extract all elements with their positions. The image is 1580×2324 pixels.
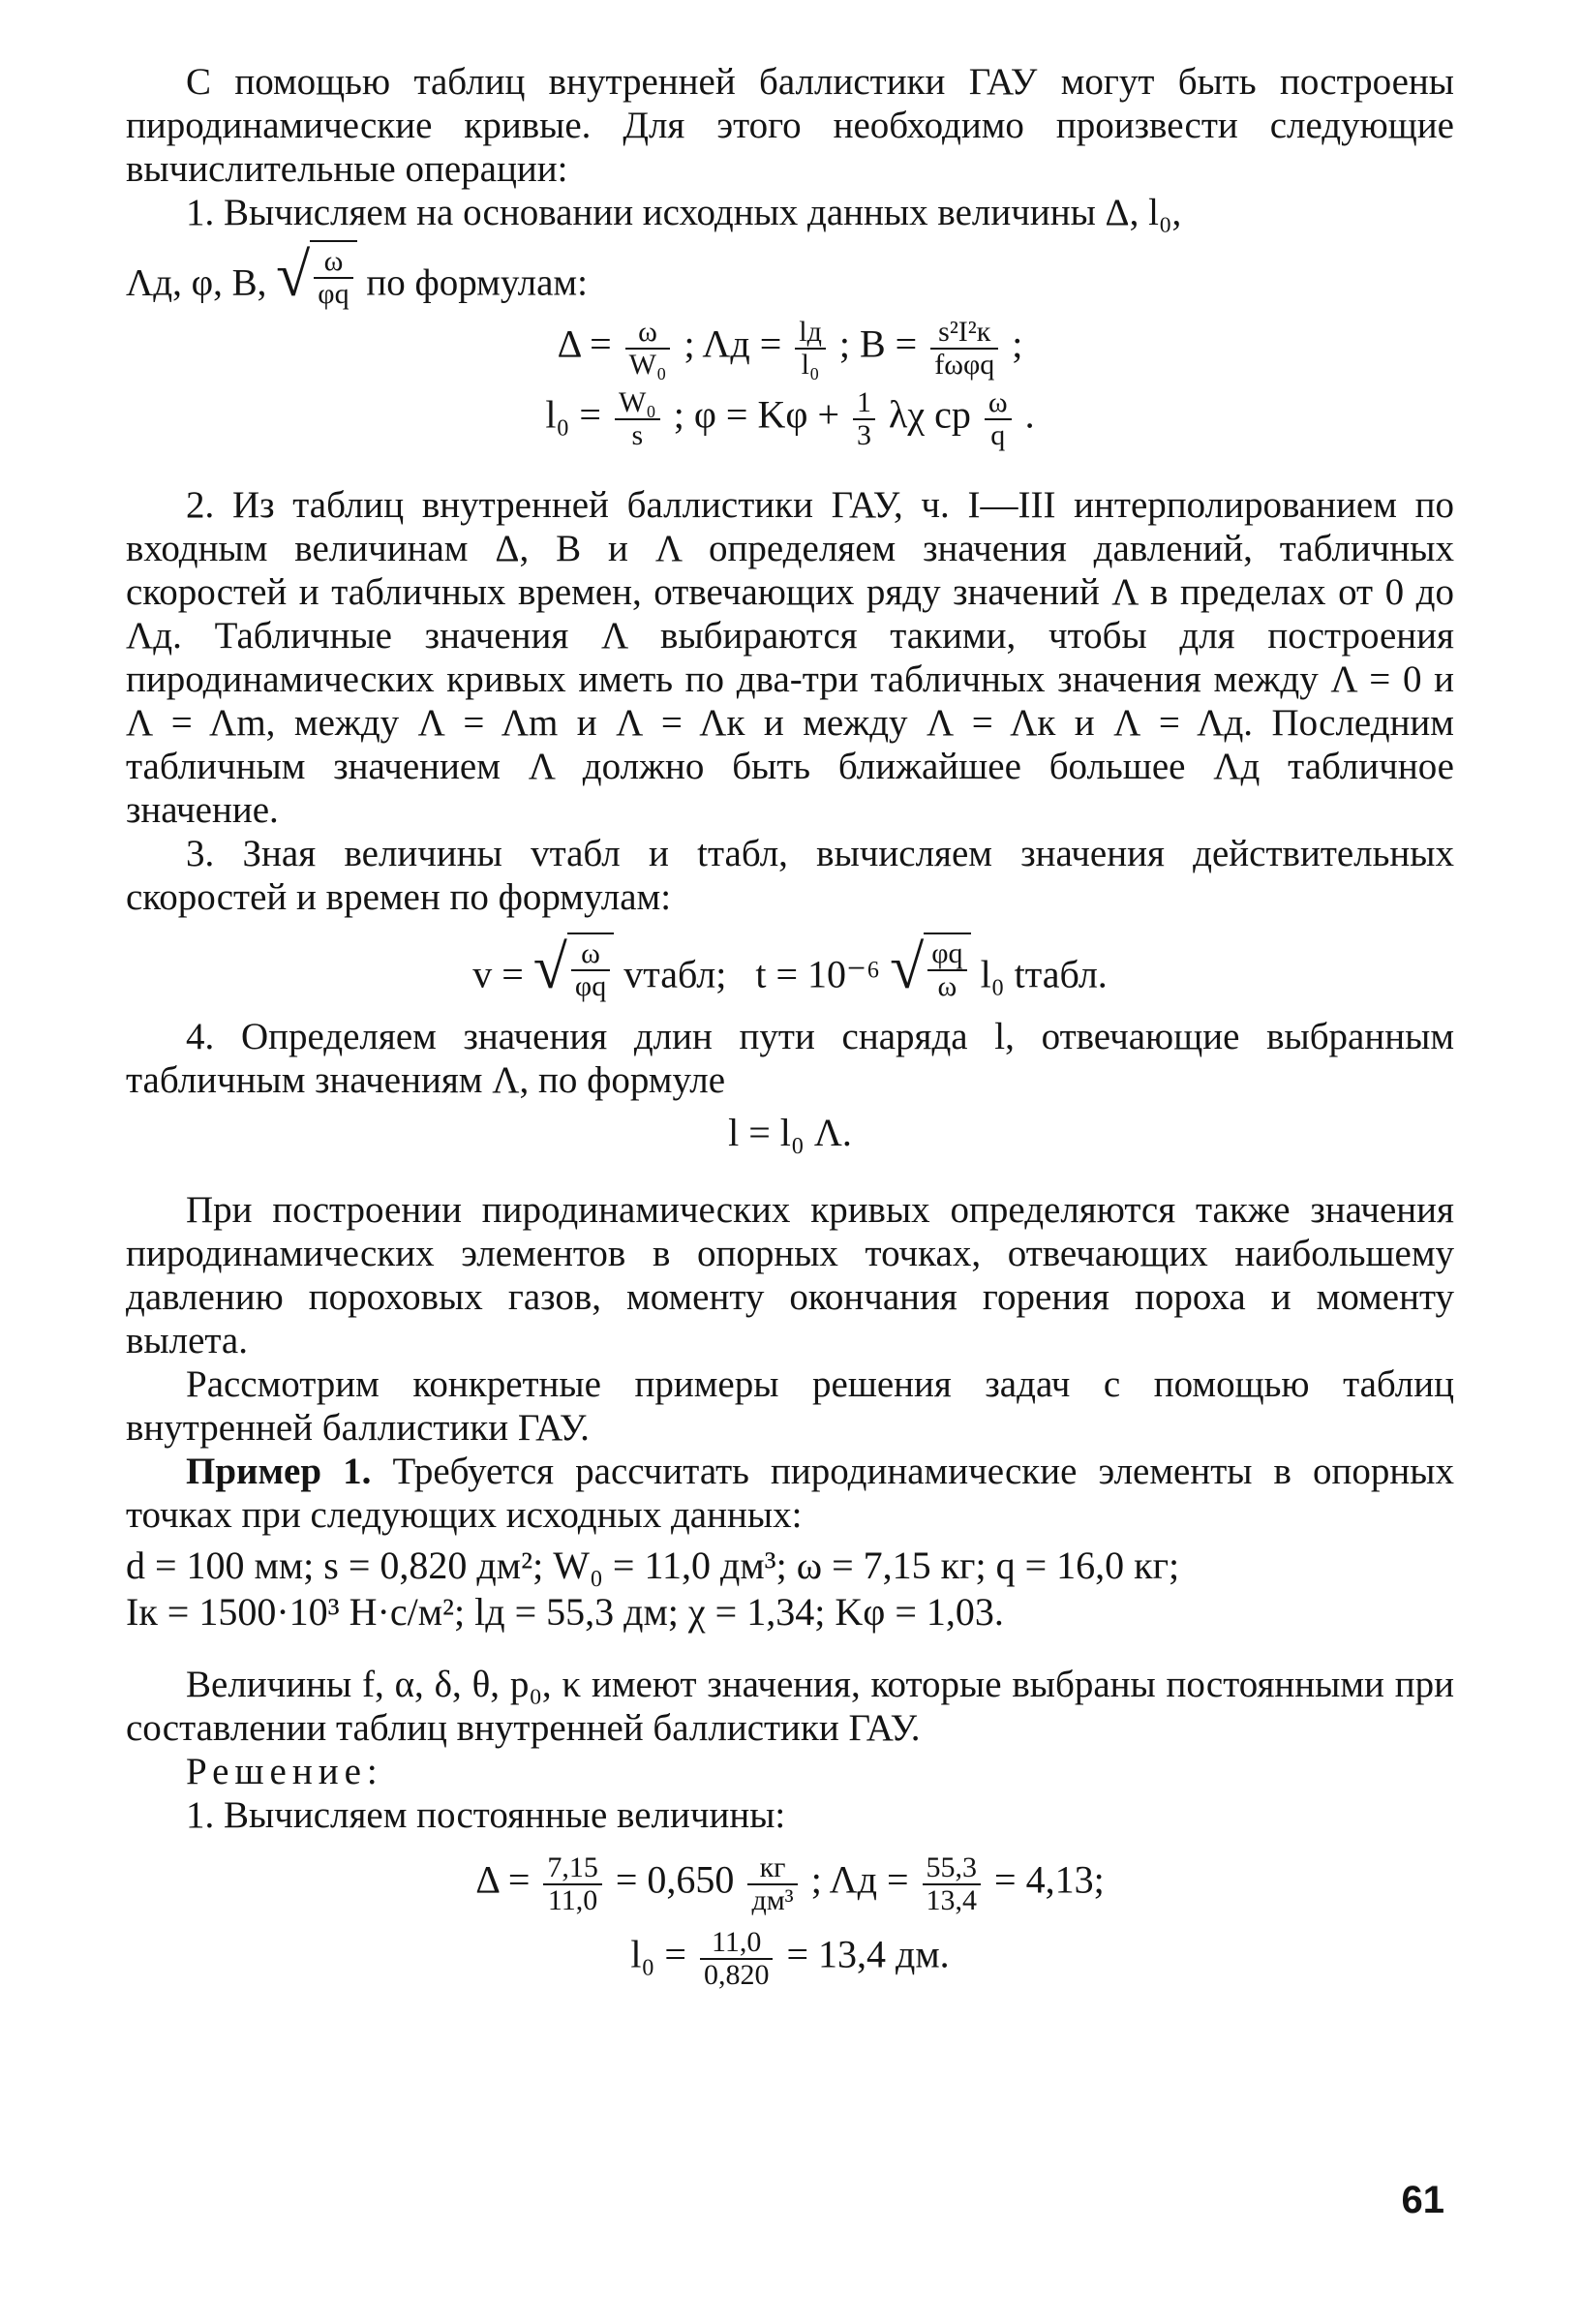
constants-paragraph: Величины f, α, δ, θ, p₀, κ имеют значения, которые выбраны постоянными при составлении таблиц внутренней баллистики ГАУ. (126, 1664, 1454, 1749)
step-1-vars: Λд, φ, B, (126, 261, 267, 304)
example-1-paragraph (126, 1450, 1454, 1537)
formula-5: Δ = $\frac{7,15}{11,0}$ = 0,650 $\frac{кг}{\text{дм³}}$ ; Λд = $\frac{55,3}{13,4}$ = 4,13; (475, 1851, 1105, 1916)
formula-3: v = √ $\frac{\omega}{\varphi q}$ vтабл; t = 10⁻⁶ √ $\frac{\varphi q}{\omega}$ l₀ tтабл. (472, 932, 1108, 1002)
page-number: 61 (1401, 2179, 1444, 2221)
data-line-1: d = 100 мм; s = 0,820 дм²; W₀ = 11,0 дм³; ω = 7,15 кг; q = 16,0 кг; (126, 1544, 1180, 1587)
step-4-paragraph: 4. Определяем значения длин пути снаряда l, отвечающие выбранным табличным значениям Λ, по формуле (126, 1016, 1454, 1101)
step-1-suffix: по формулам: (366, 261, 588, 304)
formula-4: l = l₀ Λ. (728, 1111, 852, 1154)
support-points-paragraph: При построении пиродинамических кривых определяются также значения пиродинамических элементов в опорных точках, отвечающих наибольшему давлению пороховых газов, моменту окончания горения пороха и моменту вылета. (126, 1189, 1454, 1361)
step-3-paragraph: 3. Зная величины vтабл и tтабл, вычисляем значения действительных скоростей и времен по формулам: (126, 833, 1454, 918)
examples-paragraph: Рассмотрим конкретные примеры решения задач с помощью таблиц внутренней баллистики ГАУ. (126, 1363, 1454, 1449)
page-content (126, 60, 1454, 1998)
step-2-paragraph: 2. Из таблиц внутренней баллистики ГАУ, ч. I—III интерполированием по входным величинам Δ, B и Λ определяем значения давлений, табличных скоростей и табличных времен, отвечающих ряду значений Λ в пределах от 0 до Λд. Табличные значения Λ выбираются такими, чтобы для построения пиродинамических кривых иметь по два-три табличных значения между Λ = 0 и Λ = Λm, между Λ = Λm и Λ = Λк и между Λ = Λк и Λ = Λд. Последним табличным значением Λ должно быть ближайшее большее Λд табличное значение. (126, 484, 1454, 831)
formula-1: Δ = $\frac{\omega}{\text{W₀}}$ ; Λд = $\frac{lд}{\text{l₀}}$ ; B = $\frac{\text{s²I²к}}{\text{fωφq}}$ ; (557, 316, 1023, 381)
step-1-vars-line (126, 240, 1454, 309)
example-1-text: Требуется рассчитать пиродинамические элементы в опорных точках при следующих исходных данных: (126, 1451, 1454, 1536)
formula-2: l₀ = $\frac{\text{W₀}}{s}$ ; φ = Kφ + $\frac{1}{3}$ λχ ср $\frac{\omega}{q}$ . (545, 386, 1035, 451)
solution-label: Решение: (186, 1751, 383, 1792)
sqrt-omega-phiq: √ $\frac{\omega}{\varphi q}$ (276, 240, 356, 309)
step-1-text: 1. Вычисляем на основании исходных данных величины Δ, l₀, (186, 192, 1182, 233)
solution-step-1: 1. Вычисляем постоянные величины: (186, 1794, 786, 1836)
data-line-2: Iк = 1500·10³ Н·с/м²; lд = 55,3 дм; χ = 1,34; Kφ = 1,03. (126, 1590, 1004, 1634)
formula-6: l₀ = $\frac{11,0}{0,820}$ = 13,4 дм. (630, 1926, 950, 1991)
intro-paragraph: С помощью таблиц внутренней баллистики ГАУ могут быть построены пиродинамические кривые. Для этого необходимо произвести следующие вычислительные операции: (126, 61, 1454, 190)
example-1-label: Пример 1. (186, 1451, 372, 1492)
